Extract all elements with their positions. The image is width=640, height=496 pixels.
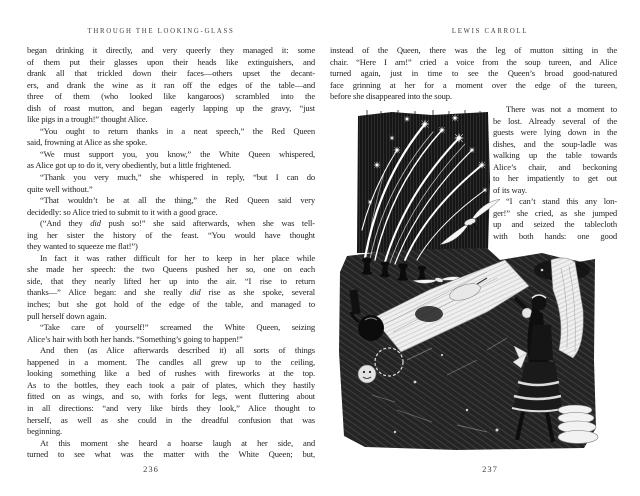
text-line: with both hands: one good (493, 231, 617, 242)
text-line: walking up the table towards (493, 150, 617, 161)
text-line: herself, as well as she could in the dreadful confusion that was (27, 414, 315, 425)
text-line: Alice’s chair, and beckoning (493, 161, 617, 172)
text-line: guests were lying down in the (493, 127, 617, 138)
text-line: “I can’t stand this any lon- (506, 196, 617, 207)
text-line: ger!” she cried, as she jumped (493, 207, 617, 218)
text-line: “We must support you, you know,” the White Queen whispered, (40, 148, 315, 159)
text-line: chair. “Here I am!” cried a voice from the soup tureen, and Alice (330, 56, 617, 67)
text-line: fitted on as wings, and so, with forks for legs, went fluttering about (27, 391, 315, 402)
text-line: dish of roast mutton, and began eagerly lapping up the gravy, “just (27, 102, 315, 113)
text-line: turned again, just in time to see the Queen’s broad good-natured (330, 68, 617, 79)
text-line: to her impatiently to get out (493, 173, 617, 184)
text-line: of its way. (493, 184, 527, 195)
text-line: pull herself down again. (27, 310, 107, 321)
text-line: In fact it was rather difficult for her to keep in her place while (40, 252, 315, 263)
text-line: There was not a moment to (506, 104, 617, 114)
text-line: happened in a moment. The candles all grew up to the ceiling, (27, 356, 315, 367)
text-line: instead of the Queen, there was the leg of mutton sitting in the (330, 45, 617, 55)
text-line: side, that they nearly lifted her up into the air. “I rise to return (27, 275, 315, 286)
text-line: “Take care of yourself!” screamed the White Queen, seizing (40, 322, 315, 333)
text-line: Alice’s hair with both her hands. “Something’s going to happen!” (27, 333, 243, 344)
right-text-block-column (493, 104, 617, 243)
page-number-left: 236 (143, 464, 159, 474)
text-line: At this moment she heard a hoarse laugh at her side, and (40, 437, 315, 448)
text-line: beginning. (27, 426, 63, 437)
text-line: before she disappeared into the soup. (330, 91, 452, 102)
running-header-left: THROUGH THE LOOKING-GLASS (87, 28, 235, 35)
text-line: be lost. Already several of the (493, 115, 617, 126)
text-line: (“And they did push so!” she said afterwards, when she was tell- (40, 218, 315, 229)
text-line: ing her sister the history of the feast. “You would have thought (27, 229, 315, 240)
text-line: decidedly: so Alice tried to submit to it with a good grace. (27, 206, 218, 217)
text-line: drank all that trickled down their faces—others upset the decant- (27, 68, 315, 79)
text-line: As to the bottles, they each took a pair of plates, which they hastily (27, 379, 315, 390)
text-line: said, frowning at Alice as she spoke. (27, 137, 147, 148)
text-line: as Alice got up to do it, very obediently, but a little frightened. (27, 160, 231, 171)
text-line: thanks—” Alice began: and she really did rise as she spoke, several (27, 287, 315, 298)
text-line: she made her speech: the two Queens pushed her so, one on each (27, 264, 315, 275)
text-line: looking something like a bed of rushes with fireworks at the top. (27, 368, 315, 379)
text-line: ers, and drank the wine as it ran off the edges of the table—and (27, 79, 315, 90)
text-line: “Thank you very much,” she whispered in reply, “but I can do (40, 172, 315, 183)
text-line: three of them (who looked like kangaroos) scrambled into the (27, 91, 315, 102)
text-line: And then (as Alice afterwards described it) all sorts of things (40, 345, 315, 356)
text-line: like pigs in a trough!” thought Alice. (27, 114, 148, 125)
text-line: inches; but she got hold of the edge of the table, and managed to (27, 299, 315, 310)
text-line: of them put their glasses upon their heads like extinguishers, and (27, 56, 315, 67)
text-line: in all directions: “and very like birds they look,” Alice thought to (27, 402, 315, 413)
right-text-block-top (330, 45, 617, 103)
text-line: “That wouldn’t be at all the thing,” the Red Queen said very (40, 195, 315, 206)
left-text-block (27, 45, 315, 461)
text-line: began drinking it directly, and very queerly they managed it: some (27, 45, 315, 55)
text-line: turned to see what was the matter with the White Queen; but, (27, 449, 315, 460)
text-line: quite well without.” (27, 183, 93, 194)
text-line: “You ought to return thanks in a neat speech,” the Red Queen (40, 125, 315, 136)
page-number-right: 237 (482, 464, 498, 474)
running-header-right: LEWIS CARROLL (451, 28, 529, 35)
text-line: they wanted to squeeze me flat!”) (27, 241, 138, 252)
text-line: up and seized the tablecloth (493, 219, 617, 230)
text-line: dishes, and the soup-ladle was (493, 138, 617, 149)
text-line: face grinning at her for a moment over the edge of the tureen, (330, 79, 617, 90)
